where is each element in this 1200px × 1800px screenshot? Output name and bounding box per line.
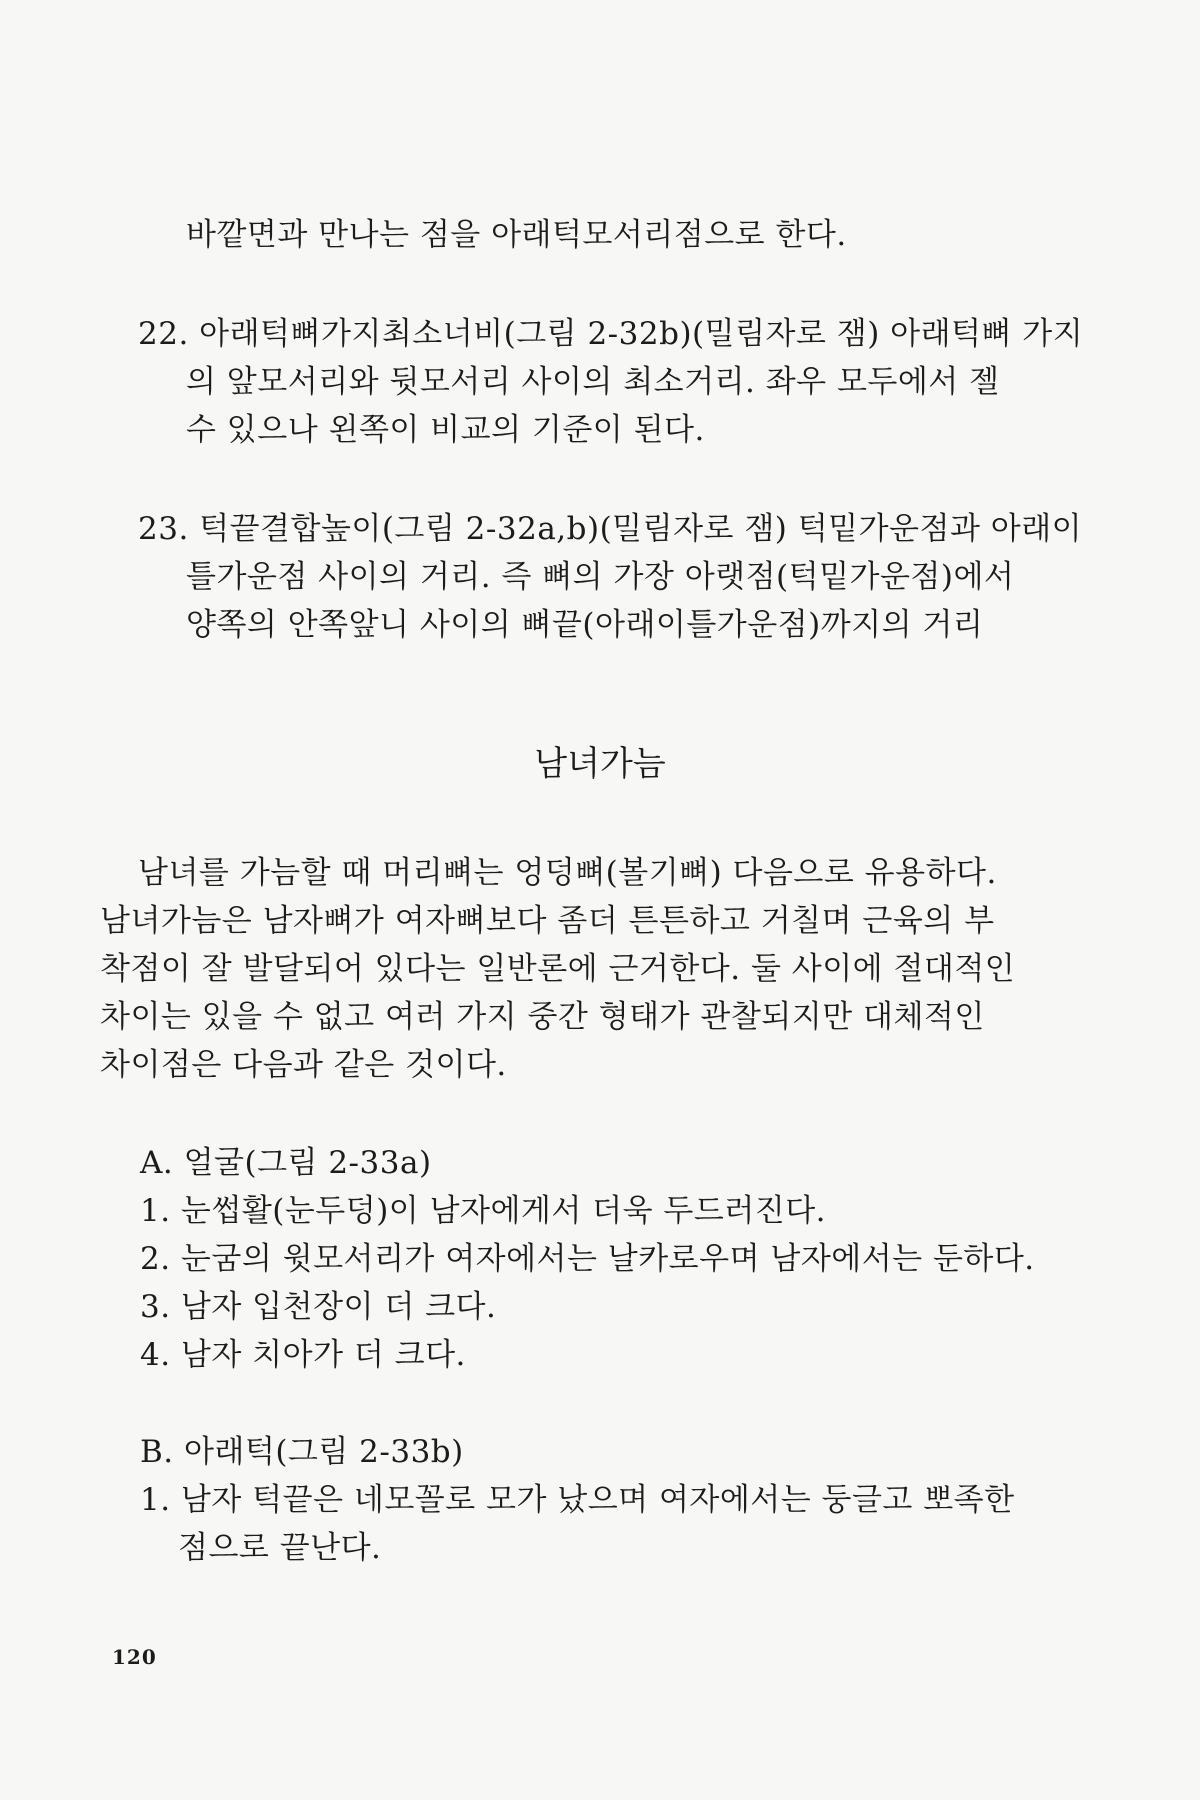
group-a-title: A. 얼굴(그림 2-33a): [140, 1145, 432, 1181]
group-a-item-2: 2. 눈굼의 윗모서리가 여자에서는 날카로우며 남자에서는 둔하다.: [140, 1241, 1035, 1277]
item-23-line-3: 양쪽의 안쪽앞니 사이의 뼈끝(아래이틀가운점)까지의 거리: [186, 607, 984, 643]
section-heading: 남녀가늠: [534, 744, 666, 784]
group-b-item-1-line-2: 점으로 끝난다.: [178, 1530, 382, 1566]
intro-line-1: 남녀를 가늠할 때 머리뼈는 엉덩뼈(볼기뼈) 다음으로 유용하다.: [138, 855, 997, 891]
group-b-item-1-line-1: 1. 남자 턱끝은 네모꼴로 모가 났으며 여자에서는 둥글고 뽀족한: [140, 1482, 1015, 1518]
intro-line-4: 차이는 있을 수 없고 여러 가지 중간 형태가 관찰되지만 대체적인: [100, 999, 985, 1035]
group-a-item-3: 3. 남자 입천장이 더 크다.: [140, 1289, 497, 1325]
item-22-line-2: 의 앞모서리와 뒷모서리 사이의 최소거리. 좌우 모두에서 젤: [186, 364, 1000, 400]
item-22-line-3: 수 있으나 왼쪽이 비교의 기준이 된다.: [186, 412, 705, 448]
group-b-title: B. 아래턱(그림 2-33b): [140, 1434, 464, 1470]
item-22-line-1: 22. 아래턱뼈가지최소너비(그림 2-32b)(밀림자로 잼) 아래턱뼈 가지: [138, 316, 1084, 352]
item-23-line-1: 23. 턱끝결합높이(그림 2-32a,b)(밀림자로 잼) 턱밑가운점과 아래이: [138, 511, 1083, 547]
intro-line-2: 남녀가늠은 남자뼈가 여자뼈보다 좀더 튼튼하고 거칠며 근육의 부: [100, 903, 995, 939]
item-23-line-2: 틀가운점 사이의 거리. 즉 뼈의 가장 아랫점(턱밑가운점)에서: [186, 559, 1015, 595]
continuation-line: 바깥면과 만나는 점을 아래턱모서리점으로 한다.: [186, 217, 847, 253]
group-a-item-4: 4. 남자 치아가 더 크다.: [140, 1337, 466, 1373]
page-number: 120: [112, 1645, 157, 1669]
intro-line-3: 착점이 잘 발달되어 있다는 일반론에 근거한다. 둘 사이에 절대적인: [100, 951, 1016, 987]
intro-line-5: 차이점은 다음과 같은 것이다.: [100, 1047, 507, 1083]
group-a-item-1: 1. 눈썹활(눈두덩)이 남자에게서 더욱 두드러진다.: [140, 1193, 827, 1229]
